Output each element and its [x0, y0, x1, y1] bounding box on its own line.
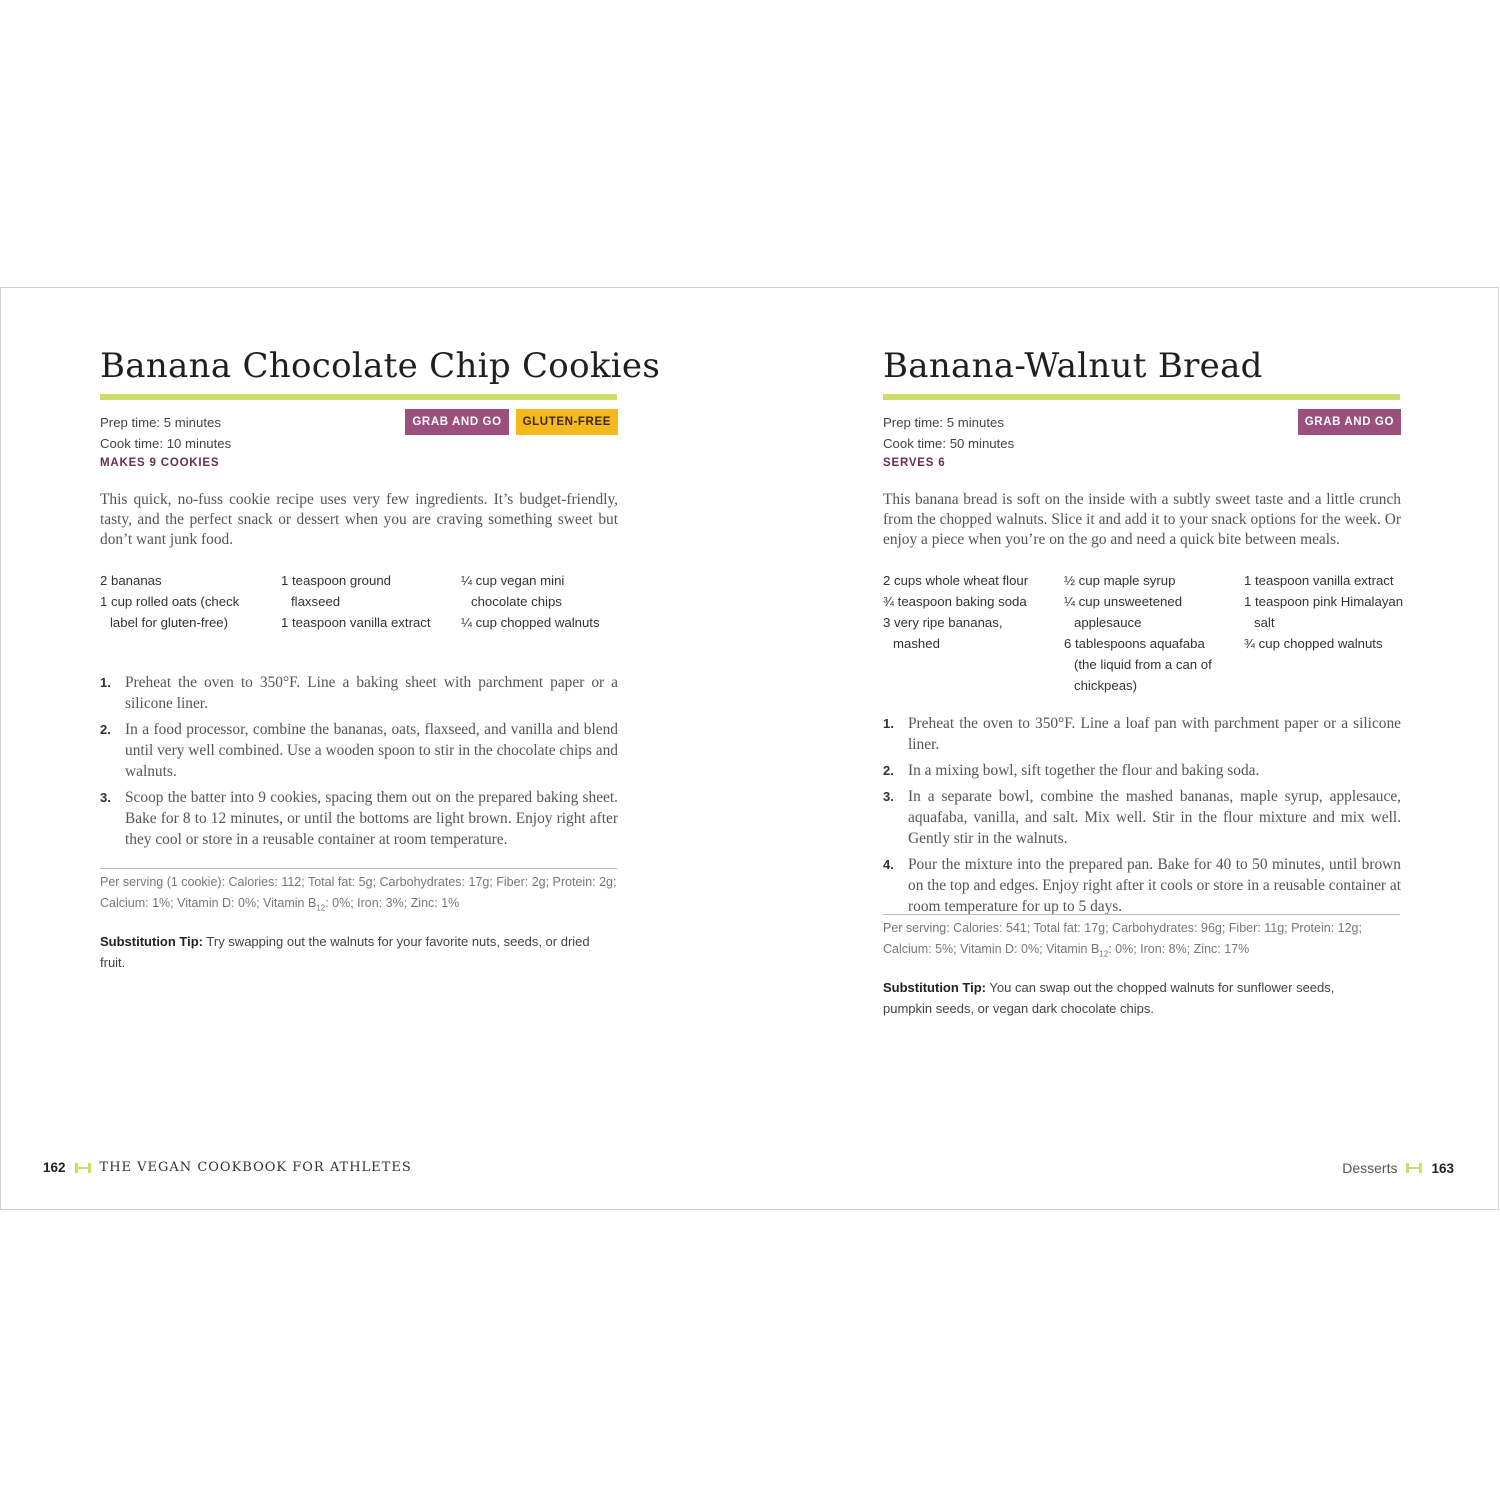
tag-gluten-free: GLUTEN-FREE — [516, 409, 618, 435]
dumbbell-icon — [1406, 1163, 1422, 1173]
instruction-step — [100, 672, 618, 714]
step-number: 3. — [100, 790, 111, 805]
nutrition-info — [100, 872, 618, 919]
nutrition-text: : 0%; Iron: 8%; Zinc: 17% — [1108, 942, 1250, 956]
ingredients-column — [1244, 570, 1404, 654]
title-rule — [100, 394, 617, 400]
step-text: In a food processor, combine the bananas, oats, flaxseed, and vanilla and blend until very well combined. Use a wooden spoon to stir in the chocolate chips and walnuts. — [125, 721, 618, 780]
page-number: 163 — [1431, 1160, 1454, 1176]
tip-text: Try swapping out the walnuts for your favorite nuts, seeds, or dried fruit. — [100, 934, 590, 970]
recipe-title: Banana-Walnut Bread — [883, 346, 1263, 386]
ingredient: ¾ teaspoon baking soda — [883, 594, 1027, 609]
left-footer — [43, 1160, 412, 1175]
nutrition-subscript: 12 — [1099, 949, 1109, 959]
ingredient: 2 cups whole wheat flour — [883, 573, 1029, 588]
instructions-list — [883, 713, 1401, 922]
recipe-times — [883, 412, 1014, 454]
step-text: Scoop the batter into 9 cookies, spacing them out on the prepared baking sheet. Bake for 8 to 12 minutes, or until the bottoms are light brown. Enjoy right after they cool or store in a reusable container at room temperature. — [125, 789, 618, 848]
recipe-tags — [1298, 409, 1401, 435]
ingredient: 1 teaspoon ground flaxseed — [281, 573, 391, 609]
step-number: 2. — [100, 722, 111, 737]
ingredient: 6 tablespoons aquafaba (the liquid from a can of chickpeas) — [1064, 636, 1212, 693]
ingredients-column — [883, 570, 1043, 654]
book-title: THE VEGAN COOKBOOK FOR ATHLETES — [99, 1160, 412, 1175]
step-number: 4. — [883, 857, 894, 872]
ingredient: 1 teaspoon vanilla extract — [281, 615, 431, 630]
instruction-step — [100, 787, 618, 850]
ingredient: 1 teaspoon vanilla extract — [1244, 573, 1394, 588]
ingredient: ¼ cup unsweetened applesauce — [1064, 594, 1183, 630]
instruction-step — [883, 713, 1401, 755]
tag-grab-and-go: GRAB AND GO — [405, 409, 508, 435]
instructions-list — [100, 672, 618, 855]
recipe-title: Banana Chocolate Chip Cookies — [100, 346, 661, 386]
prep-time: Prep time: 5 minutes — [883, 415, 1004, 430]
recipe-intro: This banana bread is soft on the inside with a subtly sweet taste and a little crunch from the chopped walnuts. Slice it and add it to your snack options for the week. Or enjoy a piece when you’re on the go and need a quick bite between meals. — [883, 491, 1401, 548]
recipe-times — [100, 412, 231, 454]
step-text: In a mixing bowl, sift together the flour and baking soda. — [908, 762, 1260, 779]
book-spread — [0, 287, 1499, 1210]
step-text: Pour the mixture into the prepared pan. Bake for 40 to 50 minutes, until brown on the top and edges. Enjoy right after it cools or store in a reusable container at room temperature for up to 5 days. — [908, 856, 1401, 915]
recipe-tags — [405, 409, 618, 435]
nutrition-text: : 0%; Iron: 3%; Zinc: 1% — [325, 896, 460, 910]
recipe-yield: MAKES 9 COOKIES — [100, 457, 220, 469]
ingredient: ¼ cup chopped walnuts — [461, 615, 600, 630]
nutrition-divider — [100, 868, 617, 869]
step-text: Preheat the oven to 350°F. Line a loaf pan with parchment paper or a silicone liner. — [908, 715, 1401, 753]
step-text: Preheat the oven to 350°F. Line a baking sheet with parchment paper or a silicone liner. — [125, 674, 618, 712]
ingredients-column — [100, 570, 270, 633]
step-number: 1. — [100, 675, 111, 690]
page-number: 162 — [43, 1160, 66, 1175]
tag-grab-and-go: GRAB AND GO — [1298, 409, 1401, 435]
ingredient: 2 bananas — [100, 573, 162, 588]
nutrition-subscript: 12 — [316, 903, 326, 913]
nutrition-text: Per serving: Calories: 541; Total fat: 17g; Carbohydrates: 96g; Fiber: 11g; Protein: 12g; Calcium: 5%; Vitamin D: 0%; Vitamin B — [883, 921, 1362, 956]
step-number: 2. — [883, 763, 894, 778]
cook-time: Cook time: 50 minutes — [883, 436, 1015, 451]
recipe-intro: This quick, no-fuss cookie recipe uses very few ingredients. It’s budget-friendly, tasty, and the perfect snack or dessert when you are craving something sweet but don’t want junk food. — [100, 491, 618, 548]
ingredients-column — [461, 570, 611, 633]
right-footer — [1342, 1160, 1454, 1176]
nutrition-text: Per serving (1 cookie): Calories: 112; Total fat: 5g; Carbohydrates: 17g; Fiber: 2g; Protein: 2g; Calcium: 1%; Vitamin D: 0%; Vitamin B — [100, 875, 617, 910]
section-name: Desserts — [1342, 1160, 1398, 1176]
step-number: 1. — [883, 716, 894, 731]
prep-time: Prep time: 5 minutes — [100, 415, 221, 430]
ingredient: 3 very ripe bananas, mashed — [883, 615, 1003, 651]
ingredient: ¾ cup chopped walnuts — [1244, 636, 1383, 651]
ingredient: 1 teaspoon pink Himalayan salt — [1244, 594, 1404, 630]
nutrition-info — [883, 918, 1401, 965]
ingredient: 1 cup rolled oats (check label for gluten-free) — [100, 594, 240, 630]
nutrition-divider — [883, 914, 1400, 915]
ingredient: ½ cup maple syrup — [1064, 573, 1176, 588]
substitution-tip — [100, 931, 600, 973]
tip-text: You can swap out the chopped walnuts for sunflower seeds, pumpkin seeds, or vegan dark chocolate chips. — [883, 980, 1335, 1016]
tip-label: Substitution Tip: — [883, 980, 987, 995]
tip-label: Substitution Tip: — [100, 934, 204, 949]
dumbbell-icon — [75, 1163, 91, 1173]
instruction-step — [883, 786, 1401, 849]
recipe-yield: SERVES 6 — [883, 457, 946, 469]
cook-time: Cook time: 10 minutes — [100, 436, 232, 451]
ingredients-column — [281, 570, 431, 633]
ingredients-column — [1064, 570, 1224, 696]
instruction-step — [100, 719, 618, 782]
ingredient: ¼ cup vegan mini chocolate chips — [461, 573, 565, 609]
instruction-step — [883, 854, 1401, 917]
step-number: 3. — [883, 789, 894, 804]
step-text: In a separate bowl, combine the mashed bananas, maple syrup, applesauce, aquafaba, vanilla, and salt. Mix well. Stir in the flour mixture and mix well. Gently stir in the walnuts. — [908, 788, 1401, 847]
title-rule — [883, 394, 1400, 400]
substitution-tip — [883, 977, 1383, 1019]
instruction-step — [883, 760, 1401, 781]
